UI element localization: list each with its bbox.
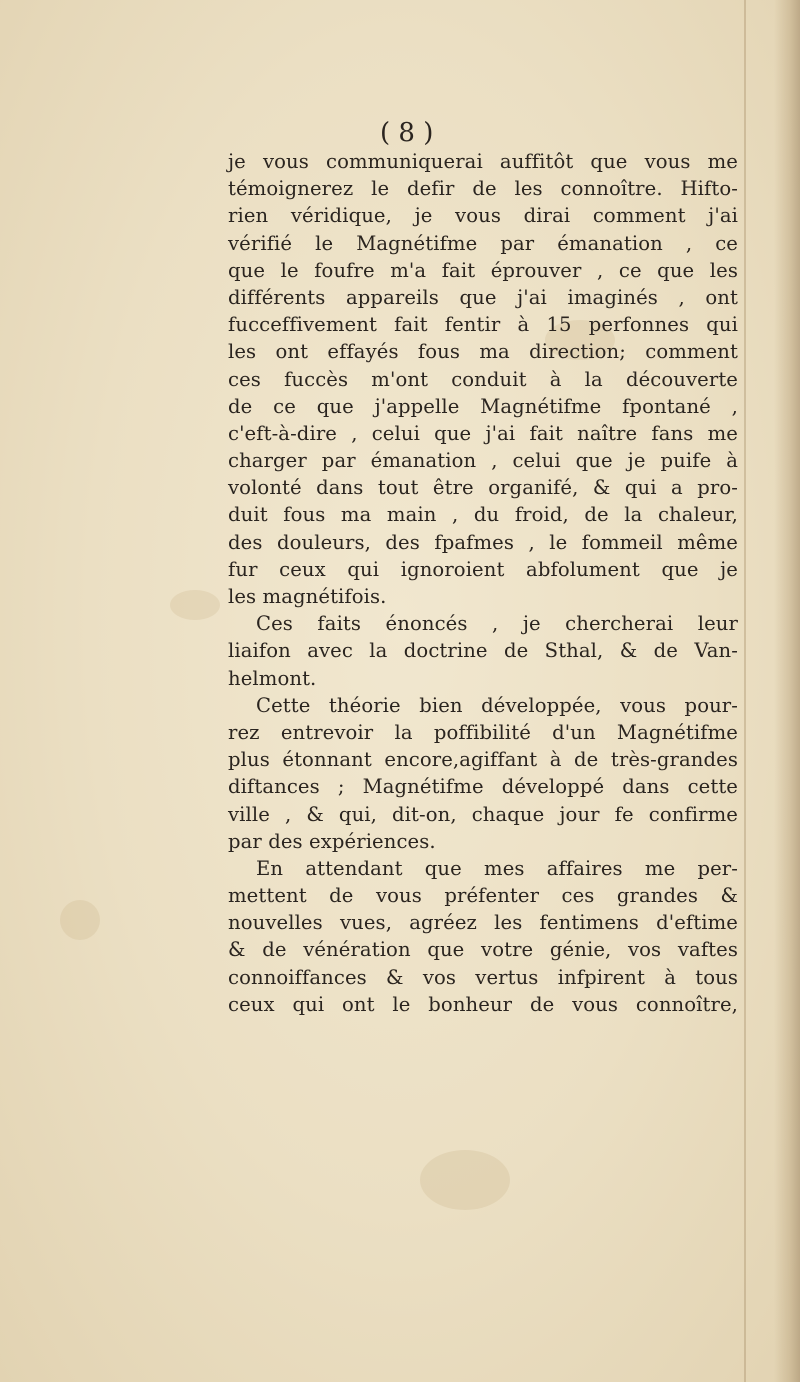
text-line: ces fuccès m'ont conduit à la découverte [228,367,738,391]
text-line: les ont effayés fous ma direction; comment [228,340,738,364]
text-line: différents appareils que j'ai imaginés , ont [228,285,738,309]
text-line: vérifié le Magnétifme par émanation , ce [228,231,738,255]
text-line: par des expériences. [228,829,436,853]
text-line: fur ceux qui ignoroient abfolument que je [228,557,738,581]
text-line: rez entrevoir la poffibilité d'un Magnétifme [228,720,738,744]
text-line: volonté dans tout être organifé, & qui a pro- [228,476,738,500]
text-line: & de vénération que votre génie, vos vaftes [228,938,738,962]
text-line: mettent de vous préfenter ces grandes & [228,884,738,908]
text-line: de ce que j'appelle Magnétifme fpontané , [228,394,738,418]
text-line: je vous communiquerai auffitôt que vous me [228,150,738,173]
page-fold-line [744,0,746,1382]
text-line: ville , & qui, dit-on, chaque jour fe confirme [228,802,738,826]
text-line: charger par émanation , celui que je puife à [228,449,738,473]
text-line: duit fous ma main , du froid, de la chaleur, [228,503,738,527]
text-line: nouvelles vues, agréez les fentimens d'eftime [228,911,738,935]
paper-stain [170,590,220,620]
text-line: En attendant que mes affaires me per- [256,856,738,880]
text-line: ceux qui ont le bonheur de vous connoître, [228,992,738,1016]
text-line: helmont. [228,666,317,690]
text-line: que le foufre m'a fait éprouver , ce que les [228,258,738,282]
text-line: connoiffances & vos vertus infpirent à tous [228,965,738,989]
paper-stain [420,1150,510,1210]
text-line: c'eft-à-dire , celui que j'ai fait naître fans me [228,421,738,445]
body-text [228,148,738,1018]
text-line: Ces faits énoncés , je chercherai leur [256,612,738,636]
text-line: diftances ; Magnétifme développé dans cette [228,775,738,799]
text-line: Cette théorie bien développée, vous pour- [256,693,738,717]
text-line: fucceffivement fait fentir à 15 perfonnes qui [228,313,738,337]
text-line: des douleurs, des fpafmes , le fommeil même [228,530,738,554]
text-line: les magnétifois. [228,585,387,608]
paper-stain [60,900,100,940]
text-line: témoignerez le defir de les connoître. Hifto- [228,177,738,201]
text-line: rien véridique, je vous dirai comment j'ai [228,204,738,228]
page-number-header [0,118,800,148]
text-line: liaifon avec la doctrine de Sthal, & de Van- [228,639,738,663]
page-number: ( 8 ) [380,118,434,148]
page-edge-shadow [774,0,800,1382]
text-line: plus étonnant encore,agiffant à de très-grandes [228,748,738,772]
